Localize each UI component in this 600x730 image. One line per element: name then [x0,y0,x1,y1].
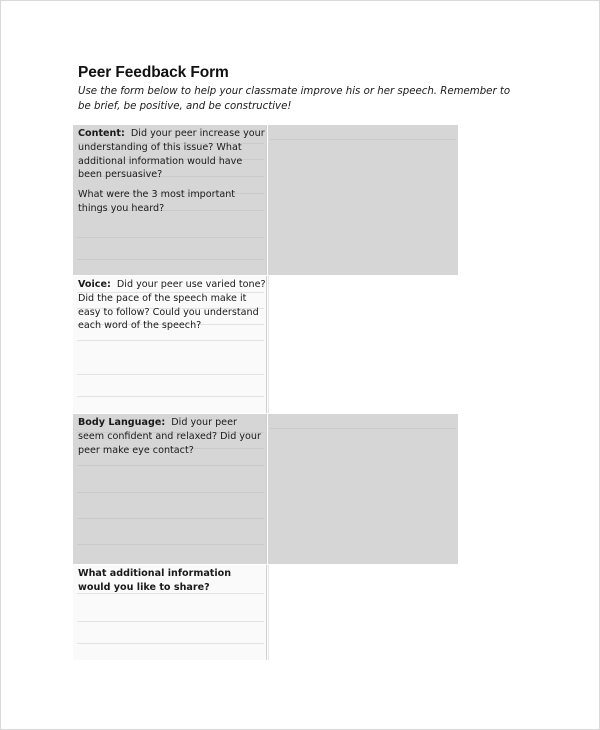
additional-info-label: What additional information would you like to share? [78,568,232,593]
content-label: Content: [78,128,125,139]
additional-info-question-cell [73,565,267,660]
feedback-table [73,125,458,660]
body-language-question-text: Did your peer seem confident and relaxed? Did your peer make eye contact? [78,417,261,456]
content-question-text: Did your peer increase your understanding of this issue? What additional information would have been persuasive? [78,128,265,181]
voice-question-text: Did your peer use varied tone? Did the pace of the speech make it easy to follow? Could you understand each word of the speech? [78,279,266,332]
body-language-question [78,416,266,457]
body-language-row [73,414,458,564]
voice-question [78,278,266,333]
voice-answer-area[interactable] [268,276,458,413]
body-language-question-cell [73,414,267,564]
voice-label: Voice: [78,279,111,290]
voice-question-cell [73,276,267,413]
body-language-answer-area[interactable] [268,414,458,564]
additional-info-row [73,565,458,660]
additional-info-answer-area[interactable] [268,565,458,660]
form-title: Peer Feedback Form [78,64,229,81]
body-language-label: Body Language: [78,417,166,428]
content-followup: What were the 3 most important things you heard? [78,189,236,214]
content-answer-area[interactable] [268,125,458,275]
additional-info-question [78,567,266,595]
content-row [73,125,458,275]
content-question-cell [73,125,267,275]
content-question [78,127,266,216]
voice-row [73,276,458,413]
form-instructions: Use the form below to help your classmate improve his or her speech. Remember to be brief, be positive, and be constructive! [78,86,511,112]
